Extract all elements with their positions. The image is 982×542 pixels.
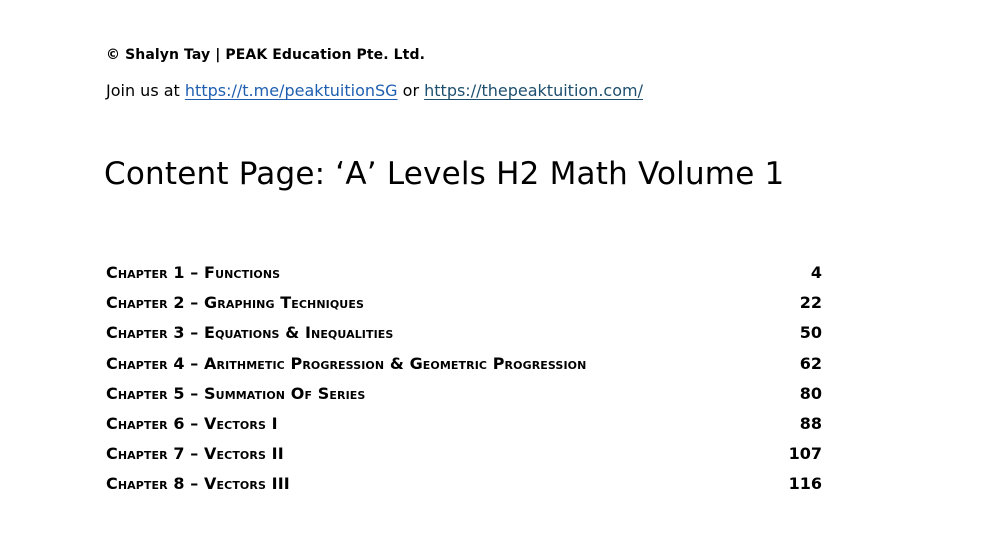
- toc-entry-label: Chapter 1 – Functions: [106, 263, 281, 282]
- toc-entry-chapter-4[interactable]: [106, 354, 822, 384]
- join-prefix-text: Join us at: [106, 81, 185, 100]
- telegram-link[interactable]: https://t.me/peaktuitionSG: [184, 81, 398, 100]
- toc-entry-chapter-3[interactable]: [106, 323, 822, 353]
- toc-entry-chapter-7[interactable]: [106, 444, 822, 474]
- toc-entry-page: 62: [799, 353, 822, 373]
- join-us-line: [106, 81, 643, 100]
- toc-entry-label: Chapter 2 – Graphing Techniques: [106, 293, 364, 313]
- join-or-text: or: [397, 81, 425, 100]
- toc-entry-chapter-2[interactable]: [106, 293, 822, 323]
- toc-entry-chapter-8[interactable]: [106, 474, 822, 504]
- toc-entry-page: 107: [788, 444, 822, 464]
- toc-entry-page: 22: [799, 293, 822, 313]
- toc-entry-page: 80: [799, 383, 822, 403]
- page-title: Content Page: ‘A’ Levels H2 Math Volume 1: [104, 156, 785, 192]
- toc-entry-page: 4: [810, 263, 822, 282]
- toc-entry-label: Chapter 3 – Equations & Inequalities: [106, 323, 394, 343]
- website-link[interactable]: https://thepeaktuition.com/: [424, 81, 643, 100]
- toc-entry-chapter-1[interactable]: [106, 263, 822, 293]
- toc-entry-label: Chapter 5 – Summation Of Series: [106, 383, 366, 403]
- toc-entry-label: Chapter 8 – Vectors III: [106, 474, 290, 494]
- toc-entry-page: 50: [799, 323, 822, 343]
- toc-entry-label: Chapter 4 – Arithmetic Progression & Geometric Progression: [106, 353, 587, 373]
- toc-entry-label: Chapter 6 – Vectors I: [106, 413, 278, 433]
- toc-entry-chapter-5[interactable]: [106, 384, 822, 414]
- table-of-contents: [106, 263, 822, 505]
- toc-entry-chapter-6[interactable]: [106, 414, 822, 444]
- copyright-notice: © Shalyn Tay | PEAK Education Pte. Ltd.: [106, 47, 426, 63]
- toc-entry-page: 88: [799, 413, 822, 433]
- toc-entry-page: 116: [788, 474, 822, 494]
- toc-entry-label: Chapter 7 – Vectors II: [106, 444, 284, 464]
